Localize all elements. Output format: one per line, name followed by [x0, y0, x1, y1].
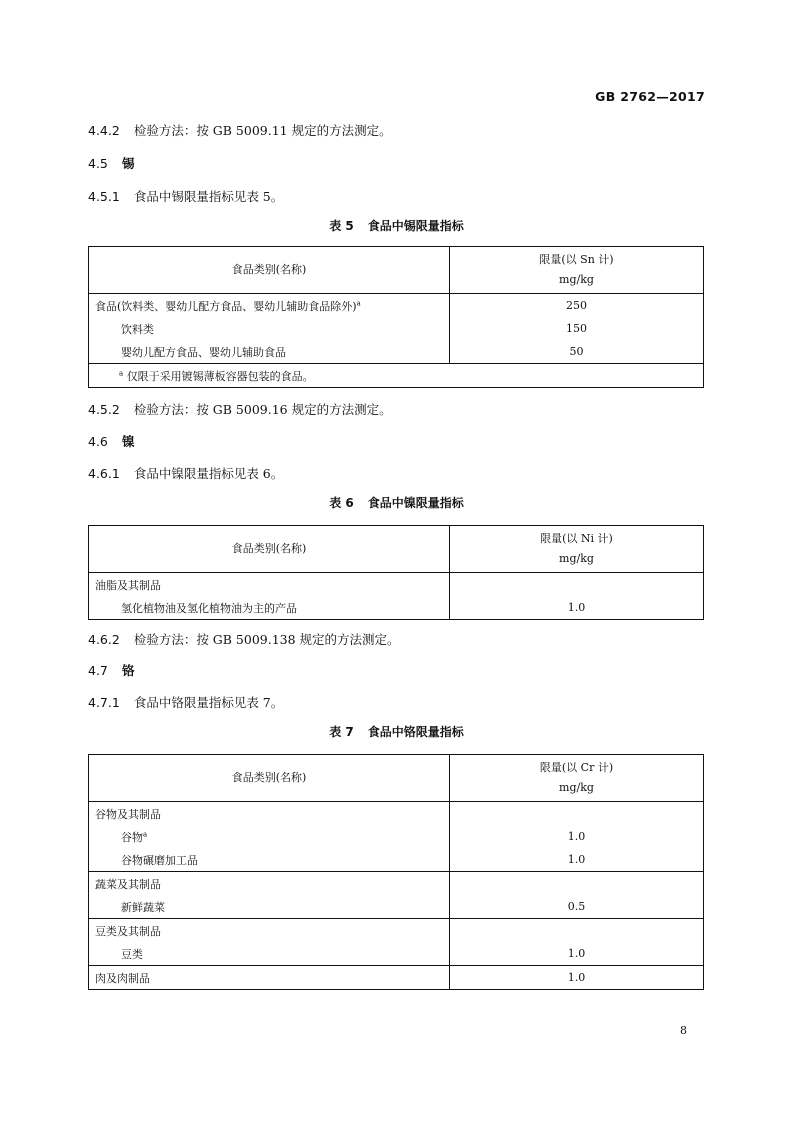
table-row — [89, 966, 704, 990]
table-row — [89, 872, 704, 896]
row-name: 谷物$^a$ — [89, 825, 450, 848]
section-4-7 — [88, 661, 135, 679]
row-name: 食品(饮料类、婴幼儿配方食品、婴幼儿辅助食品除外)$^a$ — [89, 294, 450, 318]
table-footnote-row — [89, 364, 704, 388]
row-name: 婴幼儿配方食品、婴幼儿辅助食品 — [89, 340, 450, 364]
table-header — [89, 247, 704, 294]
table-title: 食品中镍限量指标 — [367, 496, 464, 510]
column-header-category: 食品类别(名称) — [89, 247, 450, 294]
table-number: 表 7 — [329, 725, 354, 739]
row-value — [450, 919, 704, 943]
table-row — [89, 294, 704, 318]
row-name: 谷物及其制品 — [89, 802, 450, 826]
table-7 — [88, 754, 704, 990]
table-7-caption — [0, 723, 793, 740]
row-value: 1.0 — [450, 825, 704, 848]
clause-number: 4.5.1 — [88, 189, 120, 204]
table-5 — [88, 246, 704, 388]
table-row — [89, 942, 704, 966]
clause-number: 4.4.2 — [88, 123, 120, 138]
table-header — [89, 526, 704, 573]
row-name: 油脂及其制品 — [89, 573, 450, 597]
clause-text: 食品中铬限量指标见表 7。 — [133, 695, 284, 710]
column-header-category: 食品类别(名称) — [89, 755, 450, 802]
section-number: 4.7 — [88, 663, 108, 678]
row-value: 250 — [450, 294, 704, 318]
limit-label: 限量(以 Sn 计) — [539, 253, 614, 266]
row-value: 0.5 — [450, 895, 704, 919]
clause-4-6-1 — [88, 464, 283, 482]
unit-label: mg/kg — [559, 781, 594, 794]
row-name: 蔬菜及其制品 — [89, 872, 450, 896]
table-row — [89, 596, 704, 620]
table-title: 食品中锡限量指标 — [367, 219, 464, 233]
clause-text: 检验方法：按 GB 5009.16 规定的方法测定。 — [133, 402, 392, 417]
row-value: 1.0 — [450, 966, 704, 990]
column-header-category: 食品类别(名称) — [89, 526, 450, 573]
table-number: 表 5 — [329, 219, 354, 233]
row-name: 新鲜蔬菜 — [89, 895, 450, 919]
clause-text: 食品中锡限量指标见表 5。 — [133, 189, 284, 204]
clause-number: 4.6.1 — [88, 466, 120, 481]
row-value — [450, 872, 704, 896]
row-value: 50 — [450, 340, 704, 364]
section-number: 4.6 — [88, 434, 108, 449]
table-5-caption — [0, 217, 793, 234]
column-header-limit — [450, 755, 704, 802]
row-name: 谷物碾磨加工品 — [89, 848, 450, 872]
clause-text: 食品中镍限量指标见表 6。 — [133, 466, 284, 481]
row-value — [450, 573, 704, 597]
table-row — [89, 825, 704, 848]
clause-4-4-2 — [88, 121, 392, 139]
limit-label: 限量(以 Ni 计) — [540, 532, 613, 545]
limit-label: 限量(以 Cr 计) — [539, 761, 614, 774]
row-value: 150 — [450, 317, 704, 340]
table-title: 食品中铬限量指标 — [367, 725, 464, 739]
section-title: 镍 — [122, 434, 135, 449]
table-row — [89, 340, 704, 364]
column-header-limit — [450, 526, 704, 573]
row-name: 豆类及其制品 — [89, 919, 450, 943]
page-number: 8 — [680, 1024, 687, 1037]
table-row — [89, 802, 704, 826]
section-number: 4.5 — [88, 156, 108, 171]
clause-4-6-2 — [88, 630, 400, 648]
clause-number: 4.6.2 — [88, 632, 120, 647]
row-value — [450, 802, 704, 826]
section-title: 铬 — [122, 663, 135, 678]
unit-label: mg/kg — [559, 552, 594, 565]
table-row — [89, 895, 704, 919]
table-row — [89, 919, 704, 943]
table-number: 表 6 — [329, 496, 354, 510]
table-row — [89, 317, 704, 340]
column-header-limit — [450, 247, 704, 294]
standard-code: GB 2762—2017 — [595, 89, 705, 104]
unit-label: mg/kg — [559, 273, 594, 286]
section-4-5 — [88, 154, 135, 172]
clause-4-7-1 — [88, 693, 283, 711]
row-name: 氢化植物油及氢化植物油为主的产品 — [89, 596, 450, 620]
row-name: 饮料类 — [89, 317, 450, 340]
section-4-6 — [88, 432, 135, 450]
clause-number: 4.7.1 — [88, 695, 120, 710]
table-row — [89, 848, 704, 872]
clause-text: 检验方法：按 GB 5009.138 规定的方法测定。 — [133, 632, 400, 647]
row-value: 1.0 — [450, 942, 704, 966]
row-value: 1.0 — [450, 848, 704, 872]
table-row — [89, 573, 704, 597]
table-footnote: $^a$ 仅限于采用镀锡薄板容器包装的食品。 — [89, 364, 704, 388]
row-name: 豆类 — [89, 942, 450, 966]
table-header — [89, 755, 704, 802]
section-title: 锡 — [122, 156, 135, 171]
clause-4-5-2 — [88, 400, 392, 418]
clause-4-5-1 — [88, 187, 283, 205]
table-6-caption — [0, 494, 793, 511]
row-name: 肉及肉制品 — [89, 966, 450, 990]
clause-text: 检验方法：按 GB 5009.11 规定的方法测定。 — [133, 123, 392, 138]
table-6 — [88, 525, 704, 620]
clause-number: 4.5.2 — [88, 402, 120, 417]
row-value: 1.0 — [450, 596, 704, 620]
